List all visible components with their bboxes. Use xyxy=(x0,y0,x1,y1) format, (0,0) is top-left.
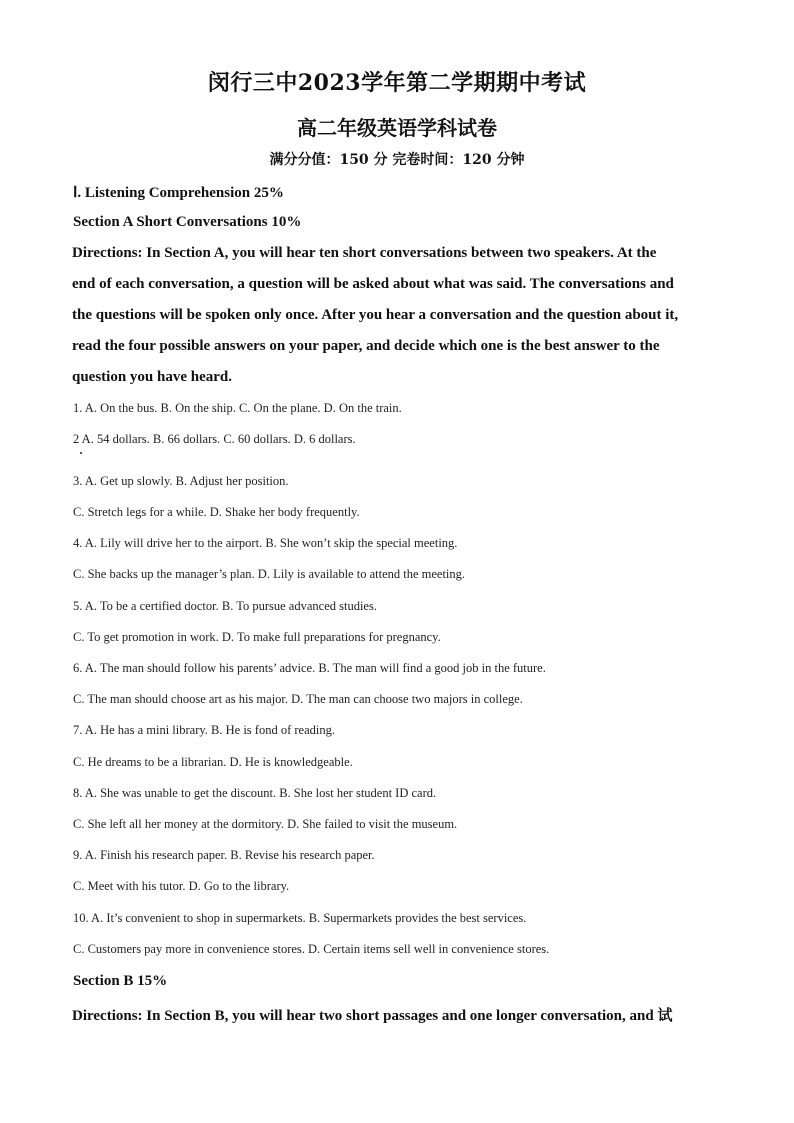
question-line: 5. A. To be a certified doctor. B. To pursue advanced studies. xyxy=(73,599,377,613)
question-line: C. The man should choose art as his major. D. The man can choose two majors in college. xyxy=(73,692,523,706)
question-line: C. Meet with his tutor. D. Go to the library. xyxy=(73,879,290,893)
directions-line: Directions: In Section A, you will hear ten short conversations between two speakers. At the xyxy=(72,245,657,261)
question-line: 6. A. The man should follow his parents’ advice. B. The man will find a good job in the future. xyxy=(73,661,546,675)
question-line: 10. A. It’s convenient to shop in supermarkets. B. Supermarkets provides the best services. xyxy=(73,911,527,925)
directions-line: end of each conversation, a question will be asked about what was said. The conversations and xyxy=(72,276,674,292)
question-line: C. She backs up the manager’s plan. D. Lily is available to attend the meeting. xyxy=(73,567,466,581)
question-line: 8. A. She was unable to get the discount. B. She lost her student ID card. xyxy=(73,786,437,800)
question-line: 3. A. Get up slowly. B. Adjust her position. xyxy=(73,474,289,488)
directions-line: read the four possible answers on your paper, and decide which one is the best answer to the xyxy=(72,338,660,354)
exam-subtitle: 高二年级英语学科试卷 xyxy=(297,116,497,140)
section-b-heading: Section B 15% xyxy=(73,973,168,989)
directions-line: Directions: In Section B, you will hear two short passages and one longer conversation, and 试 xyxy=(72,1008,673,1024)
question-line: C. Stretch legs for a while. D. Shake her body frequently. xyxy=(73,505,360,519)
directions-line: question you have heard. xyxy=(72,369,233,385)
exam-meta: 满分分值：150 分 完卷时间：120 分钟 xyxy=(269,152,525,168)
stray-dot xyxy=(80,452,82,454)
question-line: C. Customers pay more in convenience stores. D. Certain items sell well in convenience stores. xyxy=(73,942,550,956)
part-heading: Ⅰ. Listening Comprehension 25% xyxy=(73,185,284,201)
question-line: C. She left all her money at the dormitory. D. She failed to visit the museum. xyxy=(73,817,458,831)
exam-title: 闵行三中2023学年第二学期期中考试 xyxy=(207,70,587,96)
question-line: 7. A. He has a mini library. B. He is fond of reading. xyxy=(73,723,335,737)
question-line: C. He dreams to be a librarian. D. He is knowledgeable. xyxy=(73,755,353,769)
question-line: 2 A. 54 dollars. B. 66 dollars. C. 60 dollars. D. 6 dollars. xyxy=(73,432,356,446)
question-line: 9. A. Finish his research paper. B. Revise his research paper. xyxy=(73,848,375,862)
question-line: 1. A. On the bus. B. On the ship. C. On the plane. D. On the train. xyxy=(73,401,402,415)
question-line: 4. A. Lily will drive her to the airport. B. She won’t skip the special meeting. xyxy=(73,536,458,550)
section-a-heading: Section A Short Conversations 10% xyxy=(73,214,302,230)
directions-line: the questions will be spoken only once. After you hear a conversation and the question about it, xyxy=(72,307,679,323)
question-line: C. To get promotion in work. D. To make full preparations for pregnancy. xyxy=(73,630,441,644)
